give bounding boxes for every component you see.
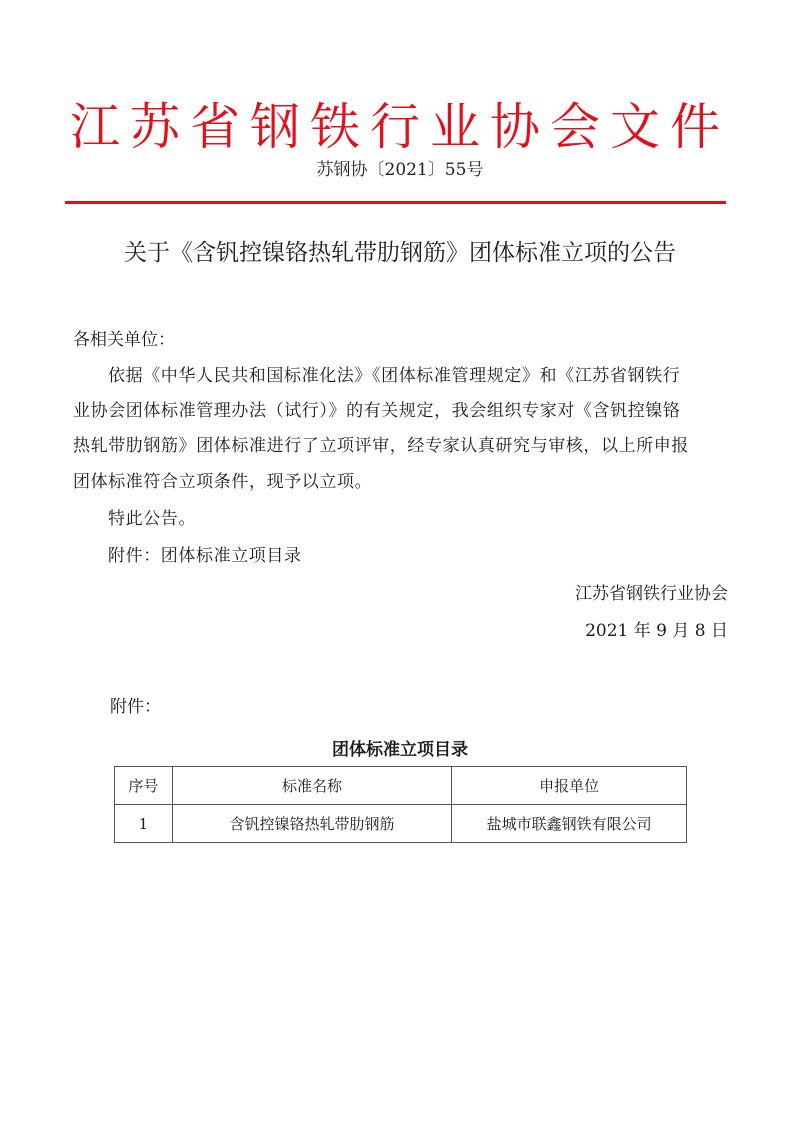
- notice-title: 关于《含钒控镍铬热轧带肋钢筋》团体标准立项的公告: [124, 240, 676, 266]
- attachment-label: 附件：: [110, 697, 161, 717]
- table-row: [115, 805, 687, 843]
- closing-text: 特此公告。: [108, 509, 196, 529]
- attachment-note: 附件：团体标准立项目录: [108, 546, 302, 566]
- body-paragraph-line: 业协会团体标准管理办法（试行）》的有关规定，我会组织专家对《含钒控镍铬: [73, 401, 681, 421]
- body-paragraph-line: 依据《中华人民共和国标准化法》《团体标准管理规定》和《江苏省钢铁行: [108, 366, 681, 386]
- red-divider: [65, 201, 726, 204]
- org-header-title: 江苏省钢铁行业协会文件: [70, 98, 730, 156]
- salutation: 各相关单位：: [73, 330, 175, 350]
- document-number: 苏钢协〔2021〕55号: [316, 160, 484, 180]
- table-title: 团体标准立项目录: [332, 740, 468, 760]
- column-header-index: 序号: [115, 767, 173, 805]
- signature-organization: 江苏省钢铁行业协会: [575, 584, 728, 604]
- body-paragraph-line: 热轧带肋钢筋》团体标准进行了立项评审，经专家认真研究与审核，以上所申报: [73, 436, 689, 456]
- column-header-standard-name: 标准名称: [172, 767, 451, 805]
- table-header-row: [115, 767, 687, 805]
- column-header-applicant: 申报单位: [452, 767, 687, 805]
- cell-index: 1: [115, 805, 173, 843]
- cell-applicant: 盐城市联鑫钢铁有限公司: [452, 805, 687, 843]
- standards-catalog-table: [114, 766, 687, 843]
- signature-date: 2021 年 9 月 8 日: [585, 621, 728, 641]
- cell-standard-name: 含钒控镍铬热轧带肋钢筋: [172, 805, 451, 843]
- body-paragraph-line: 团体标准符合立项条件，现予以立项。: [73, 472, 373, 492]
